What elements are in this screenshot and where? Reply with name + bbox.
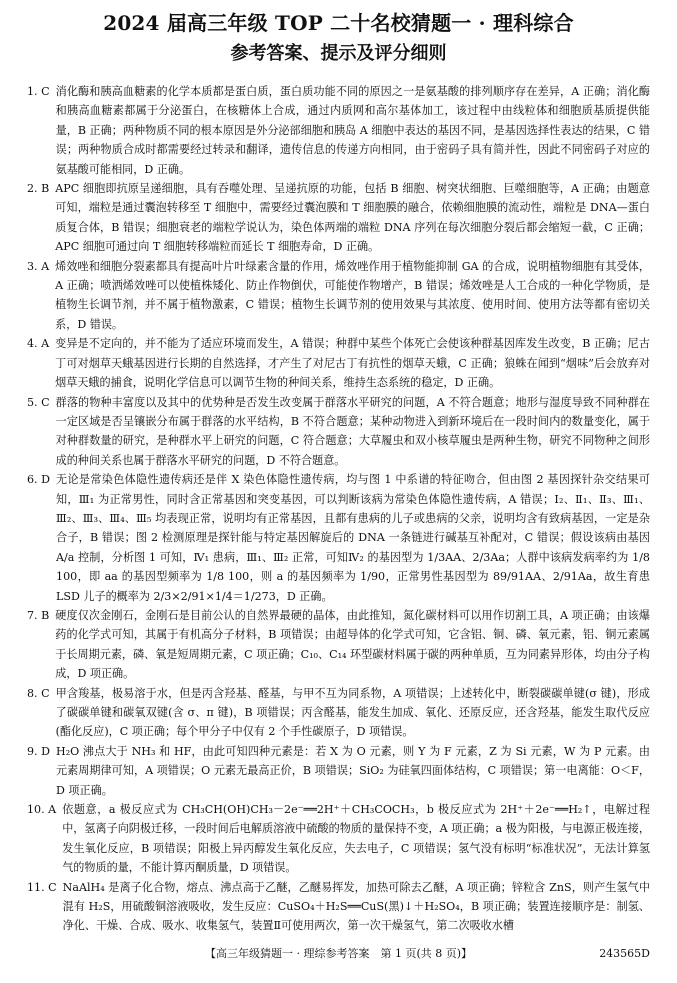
answer-item <box>27 606 650 684</box>
page-title: 2024 届高三年级 TOP 二十名校猜题一 · 理科综合 <box>103 11 574 35</box>
answer-text: H₂O 沸点大于 NH₃ 和 HF，由此可知四种元素是：若 X 为 O 元素，则 Y 为 F 元素，Z 为 Si 元素，W 为 P 元素。由元素周期律可知，A 项错误；O 元素无最高正价，B 项错误；SiO₂ 为硅氧四面体结构，C 项错误；第一电离能：O＜F，D 项正确。 <box>56 744 650 797</box>
answer-text: 烯效唑和细胞分裂素都具有提高叶片叶绿素含量的作用，烯效唑作用于植物能抑制 GA 的合成，说明植物细胞有其受体，A 正确；喷洒烯效唑可以使植株矮化、防止作物倒伏，可能使作物增产，B 错误；烯效唑是人工合成的一种化学物质，是植物生长调节剂，并不属于植物激素，C 错误；植物生长调节剂的使用效果与其浓度、使用时间、使用方法等都有密切关系，D 错误。 <box>55 259 650 331</box>
answer-item <box>27 742 650 800</box>
answer-number: 8. C <box>27 686 50 700</box>
answer-number: 6. D <box>27 473 51 487</box>
answer-number: 10. A <box>27 803 57 817</box>
answer-text: NaAlH₄ 是离子化合物，熔点、沸点高于乙醚，乙醚易挥发，加热可除去乙醚，A 项正确；锌粒含 ZnS，则产生氢气中混有 H₂S，用硫酸铜溶液吸收，发生反应：CuSO₄＋H₂S══CuS(黑)↓＋H₂SO₄，B 项正确；装置连接顺序是：制氢、净化、干燥、合成、吸水、收集氢气，装置Ⅱ可使用两次，第一次干燥氢气，第二次吸收水槽 <box>62 880 650 933</box>
answer-number: 1. C <box>27 85 50 98</box>
answer-item <box>27 257 650 335</box>
answer-text: APC 细胞即抗原呈递细胞，具有吞噬处理、呈递抗原的功能，包括 B 细胞、树突状细胞、巨噬细胞等，A 正确；由题意可知，端粒是通过囊泡转移至 T 细胞中，需要经过囊泡膜和 T 细胞膜的融合，依赖细胞膜的流动性，端粒是 DNA—蛋白质复合体，B 错误；细胞衰老的端粒学说认为，染色体两端的端粒 DNA 序列在每次细胞分裂后都会缩短一截，C 正确；APC 细胞可通过向 T 细胞转移端粒而延长 T 细胞寿命，D 正确。 <box>55 182 650 254</box>
answer-item <box>27 800 650 878</box>
page-subtitle: 参考答案、提示及评分细则 <box>230 43 447 64</box>
answer-text: 群落的物种丰富度以及其中的优势种是否发生改变属于群落水平研究的问题，A 不符合题意；地形与湿度导致不同种群在一定区域是否呈镶嵌分布属于群落的水平结构，B 不符合题意；某种动物进入到新环境后在一段时间内的数量变化，属于对种群数量的研究，是种群水平上研究的问题，C 符合题意；大草履虫和双小核草履虫是两种生物，研究不同物种之间形成的种间关系也属于群落水平研究的问题，D 不符合题意。 <box>55 395 650 467</box>
answer-text: 消化酶和胰高血糖素的化学本质都是蛋白质，蛋白质功能不同的原因之一是氨基酸的排列顺序存在差异，A 正确；消化酶和胰高血糖素都属于分泌蛋白，在核糖体上合成，通过内质网和高尔基体加工，该过程中由线粒体和细胞质基质提供能量，B 正确；两种物质不同的根本原因是外分泌部细胞和胰岛 A 细胞中表达的基因不同，是基因选择性表达的结果，C 错误；两种物质合成时都需要经过转录和翻译，遗传信息的传递方向相同，由于密码子具有简并性，因此不同密码子对应的氨基酸可能相同，D 正确。 <box>55 85 650 176</box>
answer-item <box>27 334 650 392</box>
answer-item <box>27 393 650 471</box>
answer-text: 硬度仅次金刚石，金刚石是目前公认的自然界最硬的晶体，由此推知，氮化碳材料可以用作切割工具，A 项正确；由该爆药的化学式可知，其属于有机高分子材料，B 项错误；由超导体的化学式可知，它含铝、铜、磷、氧元素，铝、铜元素属于长周期元素，磷、氧是短周期元素，C 项正确；C₁₀、C₁₄ 环型碳材料属于碳的两种单质，互为同素异形体，均由分子构成，D 项正确。 <box>55 608 650 681</box>
answer-item <box>27 878 650 936</box>
answer-number: 11. C <box>27 880 57 894</box>
answer-item <box>27 82 650 179</box>
page-footer <box>27 947 650 961</box>
answer-text: 甲含羧基，极易溶于水，但是丙含羟基、醛基，与甲不互为同系物，A 项错误；上述转化中，断裂碳碳单键(σ 键)，形成了碳碳单键和碳氧双键(含 σ、π 键)，B 项错误；丙含醛基，能发生加成、氧化、还原反应，还含羟基，能发生取代反应(酯化反应)，C 项正确；每个甲分子中仅有 2 个手性碳原子，D 项错误。 <box>55 686 650 739</box>
answer-text: 无论是常染色体隐性遗传病还是伴 X 染色体隐性遗传病，均与图 1 中系谱的特征吻合，但由图 2 基因探针杂交结果可知，Ⅲ₁ 为正常男性，同时含正常基因和突变基因，可以判断该病为常染色体隐性遗传病，A 错误；Ⅰ₂、Ⅱ₁、Ⅱ₃、Ⅲ₁、Ⅲ₂、Ⅲ₃、Ⅲ₄、Ⅲ₅ 均表现正常，说明均有正常基因，且都有患病的儿子或患病的父亲，说明均含有致病基因，一定是杂合子，B 错误；图 2 检测原理是探针能与特定基因解旋后的 DNA 一条链进行碱基互补配对，C 错误；假设该病由基因 A/a 控制，分析图 1 可知，Ⅳ₁ 患病，Ⅲ₁、Ⅲ₂ 正常，可知Ⅳ₂ 的基因型为 1/3AA、2/3Aa；人群中该病发病率约为 1/8 100，即 aa 的基因型频率为 1/8 100，则 a 的基因频率为 1/90，正常男性基因型为 89/91AA、2/91Aa，故生育患 LSD 儿子的概率为 2/3×2/91×1/4＝1/273，D 正确。 <box>56 473 650 603</box>
footer-code: 243565D <box>599 947 650 960</box>
answer-text: 依题意，a 极反应式为 CH₃CH(OH)CH₃－2e⁻══2H⁺＋CH₃COCH₃，b 极反应式为 2H⁺＋2e⁻══H₂↑，电解过程中，氢离子向阴极迁移，一段时间后电解质溶液中硫酸的物质的量保持不变，A 项正确；a 极为阳极，与电源正极连接，发生氧化反应，B 项错误；阳极上异丙醇发生氧化反应，失去电子，C 项错误；氢气没有标明“标准状况”，无法计算氢气的物质的量，不能计算丙酮质量，D 项错误。 <box>62 803 650 875</box>
answer-list <box>27 82 650 936</box>
answer-item <box>27 684 650 742</box>
answer-item <box>27 470 650 606</box>
answer-number: 2. B <box>27 182 50 196</box>
answer-number: 3. A <box>27 259 50 273</box>
answer-number: 4. A <box>27 337 50 351</box>
answer-number: 5. C <box>27 395 50 409</box>
answer-item <box>27 179 650 257</box>
answer-text: 变异是不定向的，并不能为了适应环境而发生，A 错误；种群中某些个体死亡会使该种群基因库发生改变，B 正确；尼古丁可对烟草天蛾基因进行长期的自然选择，才产生了对尼古丁有抗性的烟草天蛾，C 正确；狼蛛在闻到“烟味”后会放弃对烟草天蛾的捕食，说明化学信息可以调节生物的种间关系，维持生态系统的稳定，D 正确。 <box>55 337 650 390</box>
footer-label: 【高三年级猜题一 · 理综参考答案 第 1 页(共 8 页)】 <box>204 947 473 960</box>
answer-number: 9. D <box>27 744 51 758</box>
answer-number: 7. B <box>27 608 50 622</box>
